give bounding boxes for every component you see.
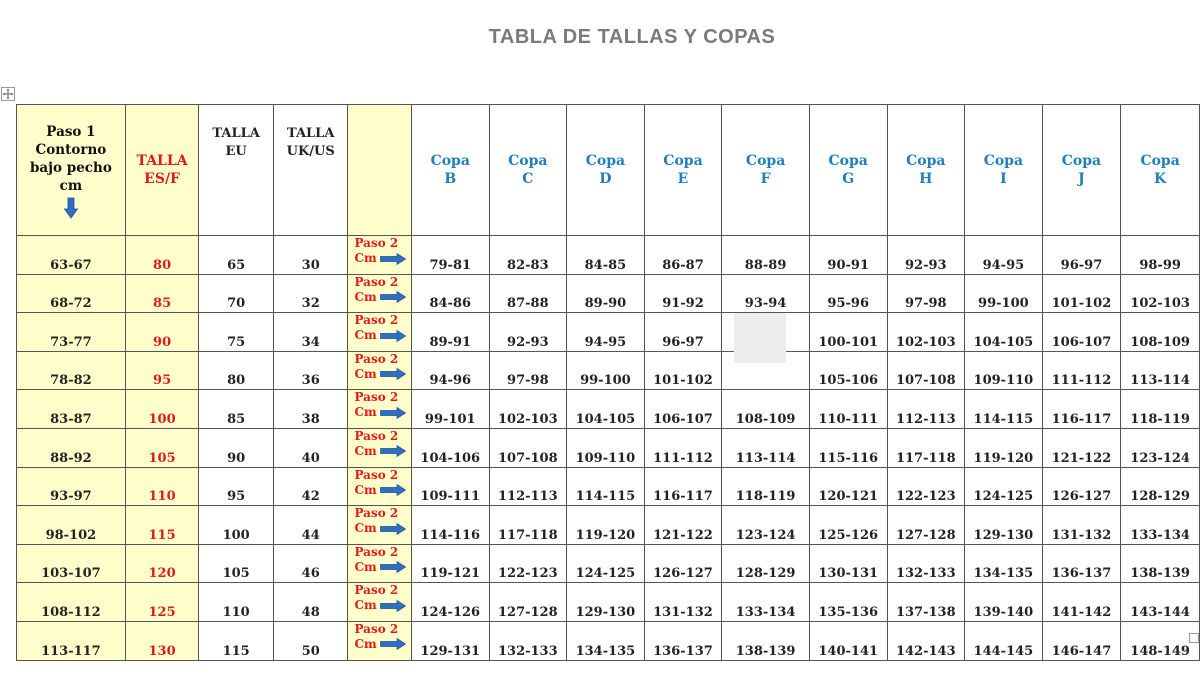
cup-cell: 128-129 (1121, 467, 1200, 506)
talla-eu-cell: 90 (199, 428, 274, 467)
copa-label: Copa (508, 153, 548, 169)
paso2-label: Paso 2 (354, 506, 399, 521)
cup-cell: 108-109 (1121, 313, 1200, 352)
size-table (16, 104, 1200, 661)
cup-cell: 79-81 (411, 236, 489, 275)
table-row (17, 313, 1200, 352)
copa-letter: F (760, 171, 771, 187)
cup-cell: 87-88 (489, 274, 567, 313)
paso2-cell (348, 467, 411, 506)
cup-cell: 129-130 (965, 506, 1043, 545)
cup-cell: 88-89 (722, 236, 810, 275)
copa-label: Copa (906, 153, 946, 169)
cup-cell: 125-126 (809, 506, 887, 545)
cup-cell: 118-119 (722, 467, 810, 506)
paso2-label: Paso 2 (354, 621, 399, 636)
cup-cell: 119-120 (567, 506, 645, 545)
header-copa-c (489, 105, 567, 236)
header-talla-es-line1: TALLA (136, 153, 188, 169)
cup-cell: 97-98 (887, 274, 965, 313)
header-talla-eu-line2: EU (225, 144, 247, 159)
resize-handle-icon[interactable] (1189, 633, 1199, 643)
cup-cell: 102-103 (887, 313, 965, 352)
arrow-down-icon (64, 197, 78, 224)
talla-eu-cell: 100 (199, 506, 274, 545)
cup-cell: 107-108 (489, 428, 567, 467)
cup-cell: 127-128 (887, 506, 965, 545)
header-paso1-line: Paso 1 (46, 124, 96, 140)
paso2-unit: Cm (354, 289, 377, 304)
header-copa-g (809, 105, 887, 236)
cup-cell: 119-121 (411, 544, 489, 583)
paso2-unit: Cm (354, 636, 377, 651)
contorno-cell: 73-77 (17, 313, 126, 352)
cup-cell: 143-144 (1121, 583, 1200, 622)
arrow-right-icon (377, 330, 406, 342)
cup-cell: 82-83 (489, 236, 567, 275)
cup-cell: 119-120 (965, 428, 1043, 467)
contorno-cell: 113-117 (17, 621, 126, 660)
talla-uk-cell: 36 (273, 351, 348, 390)
contorno-cell: 63-67 (17, 236, 126, 275)
cup-cell: 113-114 (1121, 351, 1200, 390)
page-title: TABLA DE TALLAS Y COPAS (488, 26, 776, 48)
cup-cell: 110-111 (809, 390, 887, 429)
arrow-right-icon (377, 368, 406, 380)
contorno-cell: 78-82 (17, 351, 126, 390)
talla-es-cell: 130 (125, 621, 199, 660)
paso2-unit: Cm (354, 366, 377, 381)
talla-uk-cell: 38 (273, 390, 348, 429)
copa-letter: H (919, 171, 933, 187)
table-row (17, 390, 1200, 429)
cup-cell: 144-145 (965, 621, 1043, 660)
cup-cell: 142-143 (887, 621, 965, 660)
cup-cell: 122-123 (489, 544, 567, 583)
cup-cell: 94-95 (965, 236, 1043, 275)
header-talla-es-line2: ES/F (144, 171, 180, 187)
contorno-cell: 83-87 (17, 390, 126, 429)
copa-letter: B (444, 171, 457, 187)
cup-cell: 105-106 (809, 351, 887, 390)
talla-es-cell: 100 (125, 390, 199, 429)
cup-cell: 114-115 (965, 390, 1043, 429)
cup-cell: 121-122 (1042, 428, 1121, 467)
paso2-unit: Cm (354, 443, 377, 458)
table-row (17, 621, 1200, 660)
cup-cell: 95-96 (809, 274, 887, 313)
cup-cell: 114-115 (567, 467, 645, 506)
cup-cell: 112-113 (489, 467, 567, 506)
copa-label: Copa (983, 153, 1024, 169)
cup-cell: 93-94 (722, 274, 810, 313)
paso2-cell (348, 583, 411, 622)
cup-cell: 106-107 (1042, 313, 1121, 352)
header-contorno (17, 105, 126, 236)
cup-cell: 136-137 (1042, 544, 1121, 583)
cup-cell: 92-93 (489, 313, 567, 352)
cup-cell: 128-129 (722, 544, 810, 583)
paso2-cell (348, 351, 411, 390)
header-copa-d (567, 105, 645, 236)
cup-cell: 126-127 (644, 544, 722, 583)
cup-cell: 124-126 (411, 583, 489, 622)
cup-cell: 106-107 (644, 390, 722, 429)
talla-uk-cell: 40 (273, 428, 348, 467)
paso2-unit: Cm (354, 405, 377, 420)
copa-label: Copa (663, 153, 703, 169)
cup-cell: 137-138 (887, 583, 965, 622)
cup-cell: 124-125 (567, 544, 645, 583)
talla-eu-cell: 70 (199, 274, 274, 313)
arrow-right-icon (377, 445, 406, 457)
talla-eu-cell: 110 (199, 583, 274, 622)
copa-label: Copa (430, 153, 470, 169)
table-row (17, 544, 1200, 583)
paso2-cell (348, 428, 411, 467)
copa-label: Copa (585, 153, 626, 169)
header-paso1-line: cm (59, 178, 83, 194)
header-talla-uk-line2: UK/US (286, 144, 335, 159)
header-copa-b (411, 105, 489, 236)
copa-letter: G (842, 171, 855, 187)
arrow-right-icon (377, 561, 406, 573)
paso2-unit: Cm (354, 598, 377, 613)
talla-es-cell: 105 (125, 428, 199, 467)
cup-cell: 121-122 (644, 506, 722, 545)
paso2-label: Paso 2 (354, 313, 399, 328)
header-talla-eu-line1: TALLA (212, 126, 260, 141)
cup-cell: 84-86 (411, 274, 489, 313)
cup-cell: 100-101 (809, 313, 887, 352)
table-row (17, 583, 1200, 622)
paso2-unit: Cm (354, 482, 377, 497)
cup-cell: 138-139 (1121, 544, 1200, 583)
paso2-cell (348, 390, 411, 429)
cup-cell: 84-85 (567, 236, 645, 275)
cup-cell: 113-114 (722, 428, 810, 467)
paso2-unit: Cm (354, 559, 377, 574)
paso2-cell (348, 274, 411, 313)
cup-cell: 89-90 (567, 274, 645, 313)
cup-cell: 111-112 (644, 428, 722, 467)
cup-cell: 120-121 (809, 467, 887, 506)
talla-es-cell: 90 (125, 313, 199, 352)
paso2-label: Paso 2 (354, 544, 399, 559)
cup-cell: 135-136 (809, 583, 887, 622)
arrow-right-icon (377, 253, 406, 265)
talla-eu-cell: 65 (199, 236, 274, 275)
cup-cell: 107-108 (887, 351, 965, 390)
talla-uk-cell: 48 (273, 583, 348, 622)
cup-cell: 133-134 (1121, 506, 1200, 545)
talla-es-cell: 120 (125, 544, 199, 583)
talla-eu-cell: 105 (199, 544, 274, 583)
table-row (17, 467, 1200, 506)
cup-cell: 114-116 (411, 506, 489, 545)
paso2-label: Paso 2 (354, 583, 399, 598)
cup-cell: 108-109 (722, 390, 810, 429)
cup-cell: 99-100 (965, 274, 1043, 313)
copa-letter: J (1078, 171, 1085, 187)
talla-eu-cell: 85 (199, 390, 274, 429)
copa-label: Copa (828, 153, 868, 169)
cup-cell: 118-119 (1121, 390, 1200, 429)
table-row (17, 274, 1200, 313)
header-copa-e (644, 105, 722, 236)
header-copa-j (1042, 105, 1121, 236)
cup-cell: 116-117 (644, 467, 722, 506)
talla-es-cell: 110 (125, 467, 199, 506)
header-copa-h (887, 105, 965, 236)
arrow-right-icon (377, 407, 406, 419)
cup-cell: 92-93 (887, 236, 965, 275)
cup-cell: 123-124 (722, 506, 810, 545)
cup-cell: 123-124 (1121, 428, 1200, 467)
cup-cell: 133-134 (722, 583, 810, 622)
paso2-label: Paso 2 (354, 351, 399, 366)
copa-letter: K (1154, 171, 1167, 187)
cup-cell: 141-142 (1042, 583, 1121, 622)
cup-cell: 117-118 (489, 506, 567, 545)
cup-cell: 102-103 (489, 390, 567, 429)
cup-cell: 131-132 (1042, 506, 1121, 545)
cup-cell: 117-118 (887, 428, 965, 467)
cup-cell: 134-135 (567, 621, 645, 660)
table-row (17, 506, 1200, 545)
copa-letter: I (1000, 171, 1007, 187)
cup-cell: 124-125 (965, 467, 1043, 506)
contorno-cell: 108-112 (17, 583, 126, 622)
talla-es-cell: 125 (125, 583, 199, 622)
paso2-label: Paso 2 (354, 467, 399, 482)
copa-letter: D (599, 171, 612, 187)
talla-es-cell: 80 (125, 236, 199, 275)
copa-letter: C (522, 171, 534, 187)
contorno-cell: 103-107 (17, 544, 126, 583)
cup-cell: 111-112 (1042, 351, 1121, 390)
talla-eu-cell: 75 (199, 313, 274, 352)
arrow-right-icon (377, 638, 406, 650)
talla-uk-cell: 30 (273, 236, 348, 275)
talla-eu-cell: 95 (199, 467, 274, 506)
paso2-cell (348, 544, 411, 583)
table-row (17, 428, 1200, 467)
cup-cell: 131-132 (644, 583, 722, 622)
paso2-label: Paso 2 (354, 274, 399, 289)
cup-cell: 94-96 (411, 351, 489, 390)
paso2-cell (348, 506, 411, 545)
cup-cell: 109-110 (965, 351, 1043, 390)
talla-eu-cell: 80 (199, 351, 274, 390)
cup-cell: 104-105 (567, 390, 645, 429)
contorno-cell: 68-72 (17, 274, 126, 313)
cup-cell: 132-133 (887, 544, 965, 583)
header-copa-f (722, 105, 810, 236)
copa-letter: E (677, 171, 689, 187)
cup-cell: 109-110 (567, 428, 645, 467)
cup-cell: 115-116 (809, 428, 887, 467)
contorno-cell: 88-92 (17, 428, 126, 467)
talla-es-cell: 85 (125, 274, 199, 313)
paso2-cell (348, 621, 411, 660)
cup-cell: 104-105 (965, 313, 1043, 352)
cup-cell: 101-102 (644, 351, 722, 390)
cup-cell: 99-101 (411, 390, 489, 429)
contorno-cell: 98-102 (17, 506, 126, 545)
header-talla-es (125, 105, 199, 236)
table-row (17, 351, 1200, 390)
cup-cell: 109-111 (411, 467, 489, 506)
paso2-label: Paso 2 (354, 390, 399, 405)
header-paso1-line: bajo pecho (29, 160, 112, 176)
paso2-unit: Cm (354, 521, 377, 536)
cup-cell: 99-100 (567, 351, 645, 390)
header-copa-k (1121, 105, 1200, 236)
talla-uk-cell: 44 (273, 506, 348, 545)
cup-cell: 91-92 (644, 274, 722, 313)
cup-cell: 96-97 (644, 313, 722, 352)
cup-cell: 140-141 (809, 621, 887, 660)
talla-uk-cell: 42 (273, 467, 348, 506)
arrow-right-icon (377, 600, 406, 612)
talla-es-cell: 95 (125, 351, 199, 390)
header-row (17, 105, 1200, 236)
cup-cell: 136-137 (644, 621, 722, 660)
cup-cell: 129-130 (567, 583, 645, 622)
cup-cell: 122-123 (887, 467, 965, 506)
redacted-area (734, 313, 786, 363)
arrow-right-icon (377, 484, 406, 496)
cup-cell: 89-91 (411, 313, 489, 352)
header-talla-eu (199, 105, 274, 236)
cup-cell: 134-135 (965, 544, 1043, 583)
paso2-unit: Cm (354, 251, 377, 265)
cup-cell: 96-97 (1042, 236, 1121, 275)
arrow-right-icon (377, 523, 406, 535)
cup-cell: 116-117 (1042, 390, 1121, 429)
cup-cell: 127-128 (489, 583, 567, 622)
header-copa-i (965, 105, 1043, 236)
header-paso1-line: Contorno (35, 142, 107, 158)
cup-cell: 139-140 (965, 583, 1043, 622)
cup-cell: 148-149 (1121, 621, 1200, 660)
table-row (17, 236, 1200, 275)
talla-uk-cell: 50 (273, 621, 348, 660)
talla-uk-cell: 32 (273, 274, 348, 313)
paso2-cell (348, 313, 411, 352)
copa-label: Copa (745, 153, 786, 169)
paso2-cell (348, 236, 411, 275)
cup-cell: 132-133 (489, 621, 567, 660)
cup-cell: 86-87 (644, 236, 722, 275)
talla-es-cell: 115 (125, 506, 199, 545)
talla-eu-cell: 115 (199, 621, 274, 660)
cup-cell: 138-139 (722, 621, 810, 660)
paso2-label: Paso 2 (354, 428, 399, 443)
header-talla-uk (273, 105, 348, 236)
cup-cell: 112-113 (887, 390, 965, 429)
cup-cell: 101-102 (1042, 274, 1121, 313)
cup-cell: 104-106 (411, 428, 489, 467)
cup-cell: 146-147 (1042, 621, 1121, 660)
arrow-right-icon (377, 291, 406, 303)
copa-label: Copa (1061, 153, 1102, 169)
paso2-unit: Cm (354, 328, 377, 343)
cup-cell: 98-99 (1121, 236, 1200, 275)
header-paso2-blank (348, 105, 411, 236)
cup-cell: 102-103 (1121, 274, 1200, 313)
cup-cell: 126-127 (1042, 467, 1121, 506)
cup-cell: 90-91 (809, 236, 887, 275)
contorno-cell: 93-97 (17, 467, 126, 506)
move-handle-icon[interactable] (1, 87, 15, 101)
cup-cell: 97-98 (489, 351, 567, 390)
talla-uk-cell: 34 (273, 313, 348, 352)
cup-cell: 94-95 (567, 313, 645, 352)
cup-cell: 129-131 (411, 621, 489, 660)
copa-label: Copa (1140, 153, 1180, 169)
cup-cell: 130-131 (809, 544, 887, 583)
paso2-label: Paso 2 (354, 236, 399, 250)
header-talla-uk-line1: TALLA (286, 126, 335, 141)
talla-uk-cell: 46 (273, 544, 348, 583)
